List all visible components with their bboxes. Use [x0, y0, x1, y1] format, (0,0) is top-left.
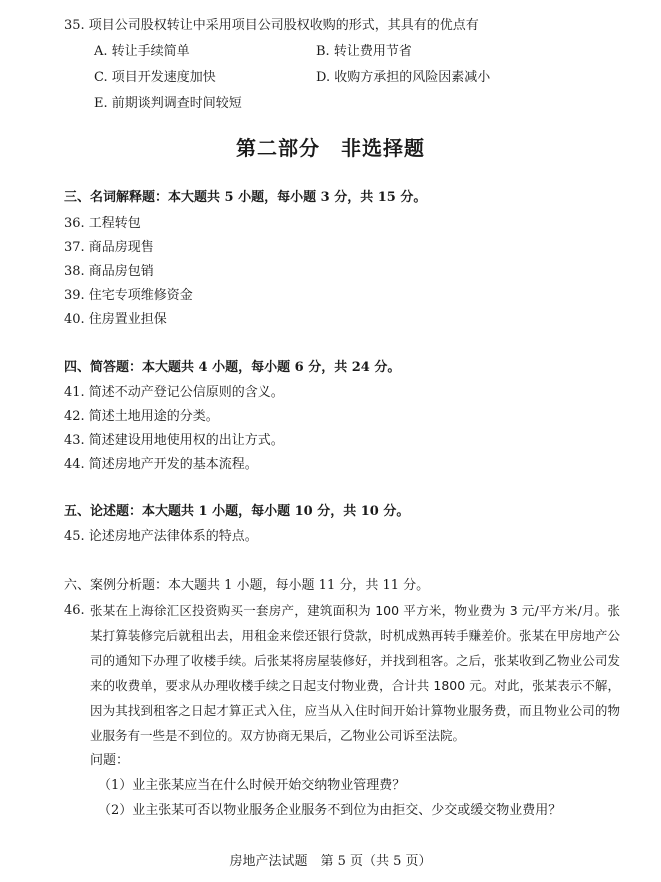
case-question-label: 问题： [90, 753, 130, 768]
section-4-heading: 四、简答题：本大题共 4 小题，每小题 6 分，共 24 分。 [64, 360, 401, 375]
case-text: 张某在上海徐汇区投资购买一套房产，建筑面积为 100 平方米，物业费为 3 元/平方米/月。张某打算装修完后就租出去，用租金来偿还银行贷款，时机成熟再转手赚差价。张某在甲房地产公司的通知下办理了收楼手续。后张某将房屋装修好，并找到租客。之后，张某收到乙物业公司发来的收费单，要求从办理收楼手续之日起支付物业费，合计共 1800 元。对此，张某表示不解，因为其找到租客之日起才算正式入住，应当从入住时间开始计算物业服务费，而且物业公司的物业服务有一些是不到位的。双方协商无果后，乙物业公司诉至法院。 [90, 603, 620, 743]
list-item: 38. 商品房包销 [64, 264, 154, 279]
question-35-option-e: E. 前期谈判调查时间较短 [94, 96, 242, 111]
list-item: 43. 简述建设用地使用权的出让方式。 [64, 433, 284, 448]
list-item: 44. 简述房地产开发的基本流程。 [64, 457, 258, 472]
question-35-option-c: C. 项目开发速度加快 [94, 70, 216, 85]
section-6-heading [64, 574, 429, 593]
list-item: 42. 简述土地用途的分类。 [64, 409, 219, 424]
question-35-stem: 35. 项目公司股权转让中采用项目公司股权收购的形式，其具有的优点有 [64, 18, 479, 33]
part-two-title: 第二部分 非选择题 [236, 136, 425, 160]
list-item: 37. 商品房现售 [64, 240, 154, 255]
case-question-46 [64, 598, 620, 823]
case-number: 46. [64, 603, 85, 618]
question-35-option-a: A. 转让手续简单 [94, 44, 190, 59]
section-6-heading-detail: 本大题共 1 小题，每小题 11 分，共 11 分。 [168, 578, 430, 593]
list-item: 45. 论述房地产法律体系的特点。 [64, 529, 258, 544]
case-subquestion: （1）业主张某应当在什么时候开始交纳物业管理费？ [98, 778, 406, 793]
section-5-heading: 五、论述题：本大题共 1 小题，每小题 10 分，共 10 分。 [64, 504, 410, 519]
list-item: 36. 工程转包 [64, 216, 141, 231]
question-35-option-d: D. 收购方承担的风险因素减小 [316, 70, 491, 85]
section-6-heading-label: 六、案例分析题： [64, 578, 169, 593]
list-item: 40. 住房置业担保 [64, 312, 167, 327]
page-footer: 房地产法试题 第 5 页（共 5 页） [229, 854, 432, 869]
question-35-option-b: B. 转让费用节省 [316, 44, 412, 59]
section-3-heading: 三、名词解释题：本大题共 5 小题，每小题 3 分，共 15 分。 [64, 190, 427, 205]
case-subquestion: （2）业主张某可否以物业服务企业服务不到位为由拒交、少交或缓交物业费用？ [98, 803, 562, 818]
list-item: 41. 简述不动产登记公信原则的含义。 [64, 385, 284, 400]
list-item: 39. 住宅专项维修资金 [64, 288, 193, 303]
